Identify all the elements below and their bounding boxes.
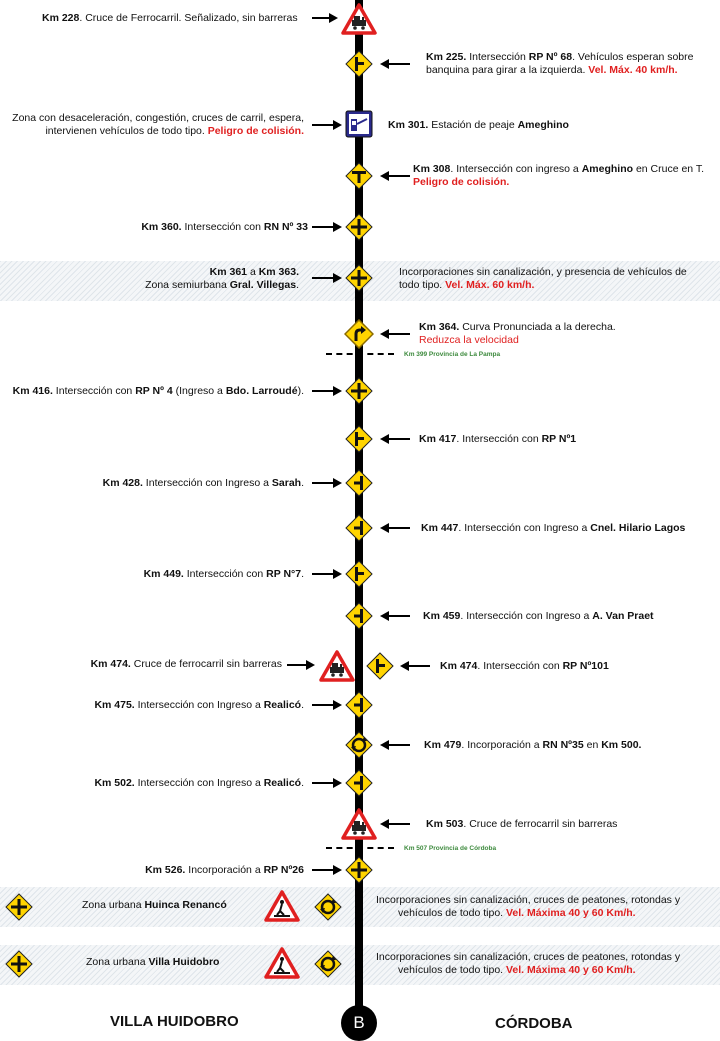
arrow-left-icon xyxy=(380,433,410,445)
label-km459: Km 459. Intersección con Ingreso a A. Van Praet xyxy=(423,610,654,622)
label-km502: Km 502. Intersección con Ingreso a Realicó. xyxy=(94,777,304,789)
arrow-right-icon xyxy=(312,477,342,489)
right-curve-sign xyxy=(344,319,374,349)
arrow-left-icon xyxy=(380,818,410,830)
crossroads-sign xyxy=(345,213,373,241)
arrow-right-icon xyxy=(312,777,342,789)
crossroads-sign xyxy=(345,856,373,884)
arrow-left-icon xyxy=(380,522,410,534)
label-km308: Km 308. Intersección con ingreso a Ameghino en Cruce en T. Peligro de colisión. xyxy=(413,163,705,188)
arrow-right-icon xyxy=(312,864,342,876)
label-km301: Km 301. Estación de peaje Ameghino xyxy=(388,119,569,131)
t-intersection-right-sign xyxy=(345,425,373,453)
province-label-la-pampa: Km 399 Provincia de La Pampa xyxy=(404,351,501,358)
t-intersection-left-sign xyxy=(345,469,373,497)
label-huinca-renanco-desc: Incorporaciones sin canalización, cruces de peatones, rotondas y vehículos de todo tipo. Vel. Máxima 40 y 60 Km/h. xyxy=(376,894,681,919)
t-junction-sign xyxy=(345,162,373,190)
footer-origin-label: VILLA HUIDOBRO xyxy=(110,1013,239,1030)
roundabout-sign xyxy=(314,950,342,978)
label-km417: Km 417. Intersección con RP Nº1 xyxy=(419,433,577,445)
label-km364: Km 364. Curva Pronunciada a la derecha. Reduzca la velocidad xyxy=(419,321,616,346)
label-km475: Km 475. Intersección con Ingreso a Realicó. xyxy=(94,699,304,711)
t-intersection-left-sign xyxy=(345,691,373,719)
arrow-left-icon xyxy=(380,170,410,182)
label-km474-rail: Km 474. Cruce de ferrocarril sin barreras xyxy=(90,658,282,670)
province-border-la-pampa xyxy=(326,353,394,355)
arrow-left-icon xyxy=(380,58,410,70)
arrow-right-icon xyxy=(312,568,342,580)
t-intersection-right-sign xyxy=(345,560,373,588)
label-km225: Km 225. Intersección RP Nº 68. Vehículos esperan sobre banquina para girar a la izquierda. Vel. Máx. 40 km/h. xyxy=(426,51,694,76)
roundabout-sign xyxy=(345,731,373,759)
t-intersection-left-sign xyxy=(345,514,373,542)
footer-destination-label: CÓRDOBA xyxy=(495,1015,573,1032)
label-toll-zone: Zona con desaceleración, congestión, cruces de carril, espera, intervienen vehículos de todo tipo. Peligro de colisión. xyxy=(12,112,304,137)
province-label-cordoba: Km 507 Provincia de Córdoba xyxy=(404,845,497,852)
label-km360: Km 360. Intersección con RN Nº 33 xyxy=(141,221,308,233)
arrow-right-icon xyxy=(312,119,342,131)
arrow-left-icon xyxy=(380,739,410,751)
route-marker-badge: B xyxy=(341,1005,377,1041)
crossroads-sign xyxy=(5,950,33,978)
arrow-left-icon xyxy=(400,660,430,672)
label-km526: Km 526. Incorporación a RP Nº26 xyxy=(145,864,304,876)
label-villegas-zone: Incorporaciones sin canalización, y presencia de vehículos de todo tipo. Vel. Máx. 60 km/h. xyxy=(399,266,687,291)
t-intersection-right-sign xyxy=(345,50,373,78)
arrow-right-icon xyxy=(312,385,342,397)
railroad-crossing-sign xyxy=(319,650,355,682)
crossroads-sign xyxy=(345,377,373,405)
arrow-left-icon xyxy=(380,328,410,340)
label-km416: Km 416. Intersección con RP Nº 4 (Ingreso a Bdo. Larroudé). xyxy=(12,385,304,397)
label-km428: Km 428. Intersección con Ingreso a Sarah. xyxy=(102,477,304,489)
label-km479: Km 479. Incorporación a RN Nº35 en Km 500. xyxy=(424,739,642,751)
arrow-right-icon xyxy=(312,699,342,711)
toll-station-sign xyxy=(345,110,373,138)
province-border-cordoba xyxy=(326,847,394,849)
t-intersection-left-sign xyxy=(345,602,373,630)
arrow-right-icon xyxy=(312,221,342,233)
label-km228: Km 228. Cruce de Ferrocarril. Señalizado, sin barreras xyxy=(42,12,298,24)
label-villa-huidobro: Zona urbana Villa Huidobro xyxy=(86,956,220,968)
arrow-left-icon xyxy=(380,610,410,622)
label-km474-rp101: Km 474. Intersección con RP Nº101 xyxy=(440,660,609,672)
label-km447: Km 447. Intersección con Ingreso a Cnel. Hilario Lagos xyxy=(421,522,686,534)
pedestrian-crossing-sign xyxy=(264,947,300,979)
crossroads-sign xyxy=(5,893,33,921)
label-km361-363: Km 361 a Km 363. Zona semiurbana Gral. Villegas. xyxy=(145,266,299,291)
railroad-crossing-sign xyxy=(341,3,377,35)
label-km449: Km 449. Intersección con RP N°7. xyxy=(143,568,304,580)
arrow-right-icon xyxy=(312,272,342,284)
t-intersection-left-sign xyxy=(345,769,373,797)
arrow-right-icon xyxy=(287,659,315,671)
t-intersection-right-sign xyxy=(366,652,394,680)
railroad-crossing-sign xyxy=(341,808,377,840)
label-km503: Km 503. Cruce de ferrocarril sin barreras xyxy=(426,818,618,830)
arrow-right-icon xyxy=(312,12,338,24)
pedestrian-crossing-sign xyxy=(264,890,300,922)
crossroads-sign xyxy=(345,264,373,292)
label-villa-huidobro-desc: Incorporaciones sin canalización, cruces de peatones, rotondas y vehículos de todo tipo. Vel. Máxima 40 y 60 Km/h. xyxy=(376,951,681,976)
label-huinca-renanco: Zona urbana Huinca Renancó xyxy=(82,899,227,911)
roundabout-sign xyxy=(314,893,342,921)
